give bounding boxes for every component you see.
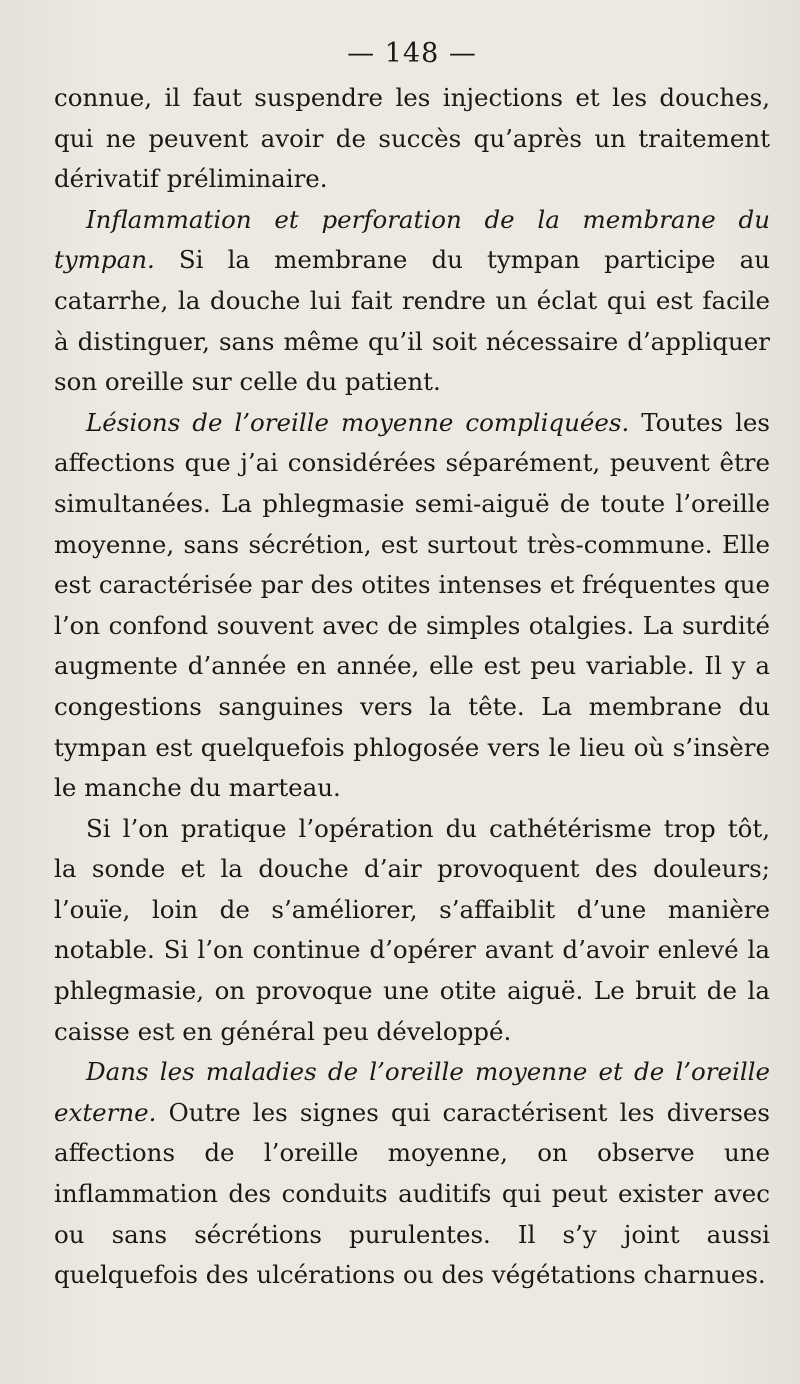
paragraph-tympan	[54, 200, 770, 403]
paragraph-text: Si l’on pratique l’opération du cathétérisme trop tôt, la sonde et la douche d’air provoquent des douleurs; l’ouïe, loin de s’améliorer, s’affaiblit d’une manière notable. Si l’on continue d’opérer avant d’avoir enlevé la phlegmasie, on provoque une otite aiguë. Le bruit de la caisse est en général peu développé.	[54, 813, 770, 1046]
section-heading-italic: Lésions de l’oreille moyenne compliquées.	[86, 407, 630, 437]
paragraph-external-ear	[54, 1052, 770, 1296]
page-number: — 148 —	[347, 38, 477, 69]
paragraph-catheterism	[54, 809, 770, 1053]
paragraph-lesions	[54, 403, 770, 809]
section-heading-italic: Inflammation et perforation de la membrane du tympan.	[54, 204, 770, 275]
paragraph-continuation	[54, 78, 770, 200]
paragraph-text: Outre les signes qui caractérisent les diverses affections de l’oreille moyenne, on observe une inflammation des conduits auditifs qui peut exister avec ou sans sécrétions purulentes. Il s’y joint aussi quelquefois des ulcérations ou des végétations charnues.	[54, 1097, 770, 1290]
paragraph-text: Si la membrane du tympan participe au catarrhe, la douche lui fait rendre un éclat qui est facile à distinguer, sans même qu’il soit nécessaire d’appliquer son oreille sur celle du patient.	[54, 245, 770, 397]
section-heading-italic: Dans les maladies de l’oreille moyenne et de l’oreille externe.	[54, 1057, 770, 1127]
paragraph-text: connue, il faut suspendre les injections et les douches, qui ne peuvent avoir de succès qu’après un traitement dérivatif préliminaire.	[54, 83, 770, 194]
paragraph-text: Toutes les affections que j’ai considérées séparément, peuvent être simultanées. La phlegmasie semi-aiguë de toute l’oreille moyenne, sans sécrétion, est surtout très-commune. Elle est caractérisée par des otites intenses et fréquentes que l’on confond souvent avec de simples otalgies. La surdité augmente d’année en année, elle est peu variable. Il y a congestions sanguines vers la tête. La membrane du tympan est quelquefois phlogosée vers le lieu où s’insère le manche du marteau.	[54, 407, 770, 803]
